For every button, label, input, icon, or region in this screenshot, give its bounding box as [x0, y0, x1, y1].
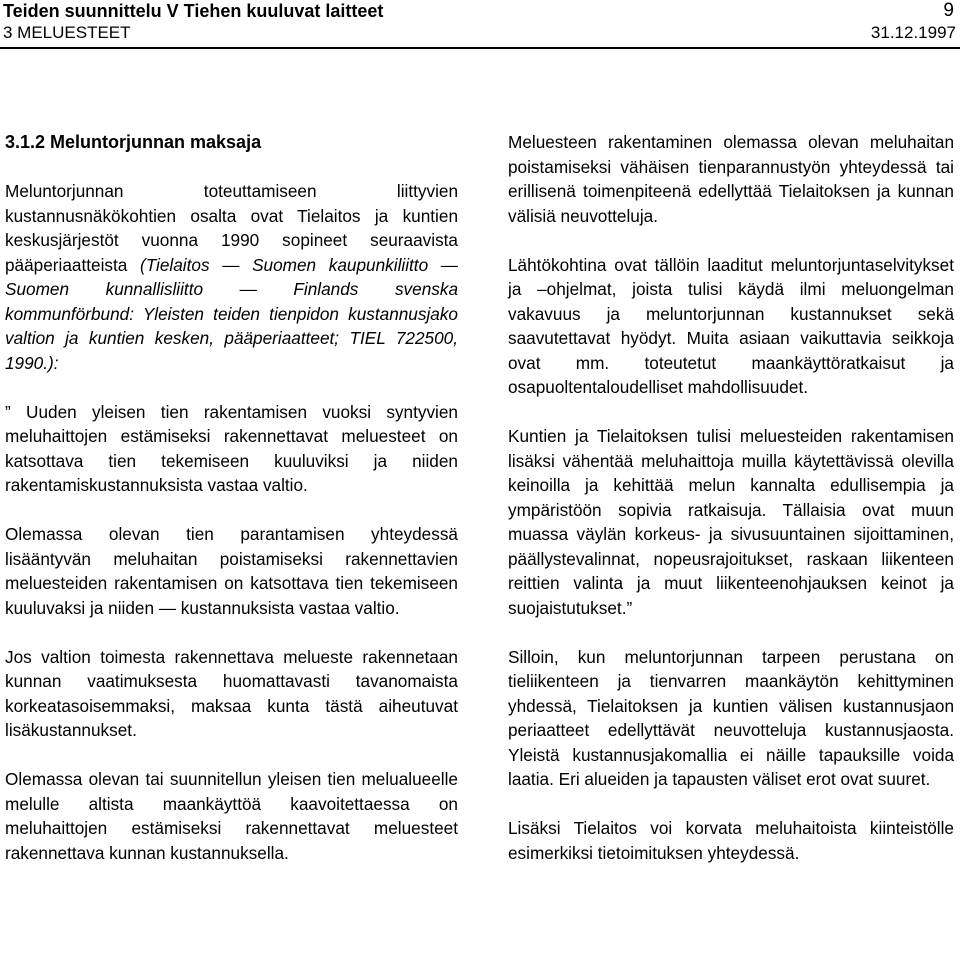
paragraph: Meluesteen rakentaminen olemassa olevan meluhaitan poistamiseksi vähäisen tienparannustyön yhteydessä tai erillisenä toimenpiteenä edellyttää Tielaitoksen ja kunnan välisiä neuvotteluja. — [508, 132, 954, 226]
paragraph: Olemassa olevan tien parantamisen yhteydessä lisääntyvän meluhaitan poistamiseksi rakennettavien meluesteiden rakentamisen on katsottava tien tekemiseen kuuluvaksi ja niiden — kustannuksista vastaa valtio. — [5, 524, 458, 618]
right-column — [508, 130, 954, 865]
paragraph: Kuntien ja Tielaitoksen tulisi meluesteiden rakentamisen lisäksi vähentää meluhaittoja muilla käytettävissä olevilla keinoilla ja kehittää melun kannalta edullisempia ja ympäristöön sopivia ratkaisuja. Tällaisia ovat muun muassa väylän korkeus- ja sivusuuntainen sijoittaminen, päällystevalinnat, nopeusrajoitukset, raskaan liikenteen reittien valinta ja muut liikenteenohjauksen keinot ja suojaistutukset.” — [508, 426, 954, 618]
intro-text: Meluntorjunnan toteuttamiseen liittyvien kustannusnäkökohtien osalta ovat Tielaitos ja kuntien keskusjärjestöt vuonna 1990 sopineet seuraavista pääperiaatteista — [5, 181, 458, 275]
intro-reference: (Tielaitos — Suomen kaupunkiliitto — Suomen kunnallisliitto — Finlands svenska kommunförbund: Yleisten teiden tienpidon kustannusjako valtion ja kuntien kesken, pääperiaatteet; TIEL 722500, 1990.): — [5, 254, 458, 373]
paragraph: Jos valtion toimesta rakennettava melueste rakennetaan kunnan vaatimuksesta huomattavasti tavanomaista korkeatasoisemmaksi, maksaa kunta tästä aiheutuvat lisäkustannukset. — [5, 646, 458, 740]
intro-paragraph — [5, 179, 458, 375]
section-heading: 3.1.2 Meluntorjunnan maksaja — [5, 132, 262, 152]
document-title: Teiden suunnittelu V Tiehen kuuluvat laitteet — [3, 1, 384, 21]
page-header — [0, 0, 960, 50]
paragraph: Lisäksi Tielaitos voi korvata meluhaitoista kiinteistölle esimerkiksi tietoimituksen yhteydessä. — [508, 818, 954, 863]
paragraph: Lähtökohtina ovat tällöin laaditut meluntorjuntaselvitykset ja –ohjelmat, joista tulisi käydä ilmi meluongelman vakavuus ja meluntorjunnan kustannukset sekä saavutettavat hyödyt. Muita asiaan vaikuttavia seikkoja ovat mm. toteutetut maankäyttöratkaisut ja osapuoltentaloudelliset mahdollisuudet. — [508, 254, 954, 397]
section-label: 3 MELUESTEET — [3, 23, 131, 42]
page-number: 9 — [943, 0, 954, 21]
left-column — [5, 130, 458, 865]
paragraph: ” Uuden yleisen tien rakentamisen vuoksi syntyvien meluhaittojen estämiseksi rakennettavat meluesteet on katsottava tien tekemiseen kuuluviksi ja niiden rakentamiskustannuksista vastaa valtio. — [5, 401, 458, 495]
header-divider — [0, 47, 960, 49]
document-date: 31.12.1997 — [870, 23, 956, 42]
paragraph: Silloin, kun meluntorjunnan tarpeen perustana on tieliikenteen ja tienvarren maankäytön kehittyminen yhdessä, Tielaitoksen ja kuntien välisen kustannusjaon periaatteet edellyttävät neuvotteluja kustannusjaosta. Yleistä kustannusjakomallia ei näille tapauksille voida laatia. Eri alueiden ja tapausten väliset erot ovat suuret. — [508, 646, 954, 789]
paragraph: Olemassa olevan tai suunnitellun yleisen tien melualueelle melulle altista maankäyttöä kaavoitettaessa on meluhaittojen estämiseksi rakennettavat meluesteet rakennettava kunnan kustannuksella. — [5, 769, 458, 863]
